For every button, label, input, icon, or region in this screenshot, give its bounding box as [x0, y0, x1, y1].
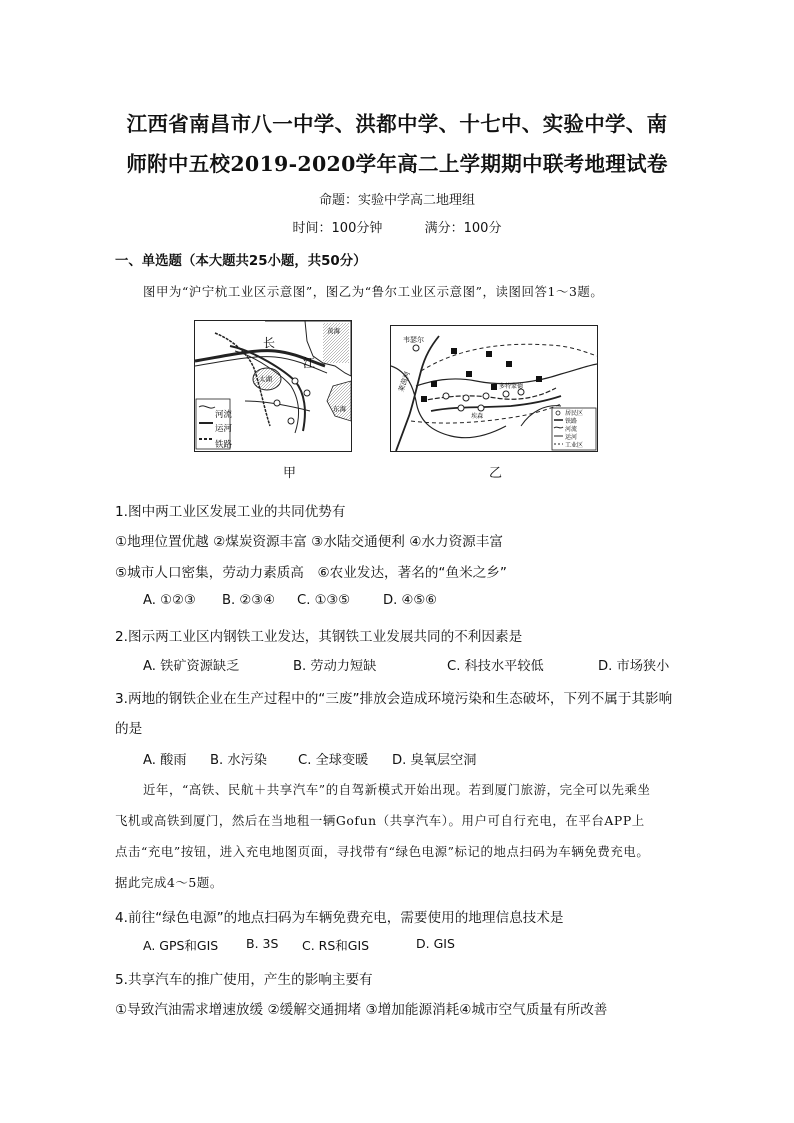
intro-q4-5-line2: 飞机或高铁到厦门，然后在当地租一辆Gofun（共享汽车）。用户可自行充电，在平台APP上 — [115, 813, 645, 828]
section-heading: 一、单选题（本大题共25小题，共50分） — [115, 254, 367, 269]
q5-stem: 5.共享汽车的推广使用，产生的影响主要有 — [115, 972, 373, 988]
map-yi-legend-river: 河流 — [565, 426, 578, 433]
map-jia-label-taihu: 太湖 — [259, 375, 272, 383]
intro-q4-5-line3: 点击“充电”按钮，进入充电地图页面，寻找带有“绿色电源”标记的地点扫码为车辆免费充电。 — [115, 844, 650, 859]
q2-option-c[interactable]: C. 科技水平较低 — [447, 659, 544, 674]
intro-q4-5-line4: 据此完成4～5题。 — [115, 875, 223, 890]
map-jia-legend-river: 河流 — [215, 410, 233, 420]
map-yi-legend-canal: 运河 — [565, 434, 578, 441]
q3-option-b[interactable]: B. 水污染 — [210, 753, 267, 768]
map-yi-label-city3: 埃森 — [471, 413, 484, 420]
q3-stem-line1: 3.两地的钢铁企业在生产过程中的“三废”排放会造成环境污染和生态破坏，下列不属于其影响 — [115, 691, 673, 707]
paper-title-line2: 师附中五校2019-2020学年高二上学期期中联考地理试卷 — [126, 152, 668, 176]
map-yi-drawing — [391, 326, 597, 451]
q3-option-c[interactable]: C. 全球变暖 — [298, 753, 369, 768]
map-yi-label-river: 莱茵河 — [397, 370, 412, 394]
map-jia-drawing — [195, 321, 351, 451]
intro-q4-5-line1: 近年，“高铁、民航＋共享汽车”的自驾新模式开始出现。若到厦门旅游，完全可以先乘坐 — [143, 782, 651, 797]
map-jia-caption: 甲 — [283, 466, 297, 481]
exam-score: 满分：100分 — [424, 221, 502, 236]
map-jia-legend-canal: 运河 — [215, 424, 233, 434]
q3-stem-line2: 的是 — [115, 721, 143, 737]
map-yi-legend-resident: 居民区 — [565, 410, 584, 417]
map-jia-legend-rail: 铁路 — [215, 440, 233, 450]
map-jia-label-huanghai: 黄海 — [327, 327, 340, 335]
q3-option-d[interactable]: D. 臭氧层空洞 — [392, 753, 477, 768]
map-jia-label-chang: 长 — [263, 336, 276, 350]
map-yi-legend-industry: 工业区 — [565, 442, 584, 449]
q2-stem: 2.图示两工业区内钢铁工业发达，其钢铁工业发展共同的不利因素是 — [115, 629, 523, 645]
map-yi-label-city1: 韦瑟尔 — [403, 336, 424, 344]
q1-items-a: ①地理位置优越 ②煤炭资源丰富 ③水陆交通便利 ④水力资源丰富 — [115, 534, 503, 550]
q2-option-a[interactable]: A. 铁矿资源缺乏 — [143, 659, 240, 674]
intro-q1-3: 图甲为“沪宁杭工业区示意图”，图乙为“鲁尔工业区示意图”，读图回答1～3题。 — [143, 284, 604, 299]
map-yi — [390, 325, 598, 452]
map-jia-label-donghai: 东海 — [333, 405, 346, 413]
q4-option-b[interactable]: B. 3S — [246, 936, 279, 951]
q2-option-b[interactable]: B. 劳动力短缺 — [293, 659, 377, 674]
q1-option-c[interactable]: C. ①③⑤ — [297, 593, 351, 608]
q1-stem: 1.图中两工业区发展工业的共同优势有 — [115, 504, 346, 520]
q1-option-d[interactable]: D. ④⑤⑥ — [383, 593, 438, 608]
paper-title-line1: 江西省南昌市八一中学、洪都中学、十七中、实验中学、南 — [126, 112, 668, 136]
q4-option-d[interactable]: D. GIS — [416, 936, 455, 951]
map-jia — [194, 320, 352, 452]
map-yi-legend-rail: 铁路 — [565, 418, 578, 425]
q5-items: ①导致汽油需求增速放缓 ②缓解交通拥堵 ③增加能源消耗④城市空气质量有所改善 — [115, 1002, 608, 1018]
q1-items-b: ⑤城市人口密集，劳动力素质高 ⑥农业发达，著名的“鱼米之乡” — [115, 565, 507, 581]
author-line: 命题：实验中学高二地理组 — [318, 193, 475, 208]
q4-option-c[interactable]: C. RS和GIS — [302, 938, 370, 953]
q4-option-a[interactable]: A. GPS和GIS — [143, 938, 219, 953]
map-yi-caption: 乙 — [489, 466, 503, 481]
q3-option-a[interactable]: A. 酸雨 — [143, 753, 187, 768]
q1-option-b[interactable]: B. ②③④ — [222, 593, 275, 608]
exam-info — [0, 217, 794, 236]
q4-stem: 4.前往“绿色电源”的地点扫码为车辆免费充电，需要使用的地理信息技术是 — [115, 910, 564, 926]
exam-time: 时间：100分钟 — [292, 221, 383, 236]
q2-option-d[interactable]: D. 市场狭小 — [598, 659, 670, 674]
map-jia-label-jiang: 江 — [303, 356, 316, 370]
map-yi-label-city2: 多特蒙德 — [499, 383, 524, 390]
q1-option-a[interactable]: A. ①②③ — [143, 593, 196, 608]
